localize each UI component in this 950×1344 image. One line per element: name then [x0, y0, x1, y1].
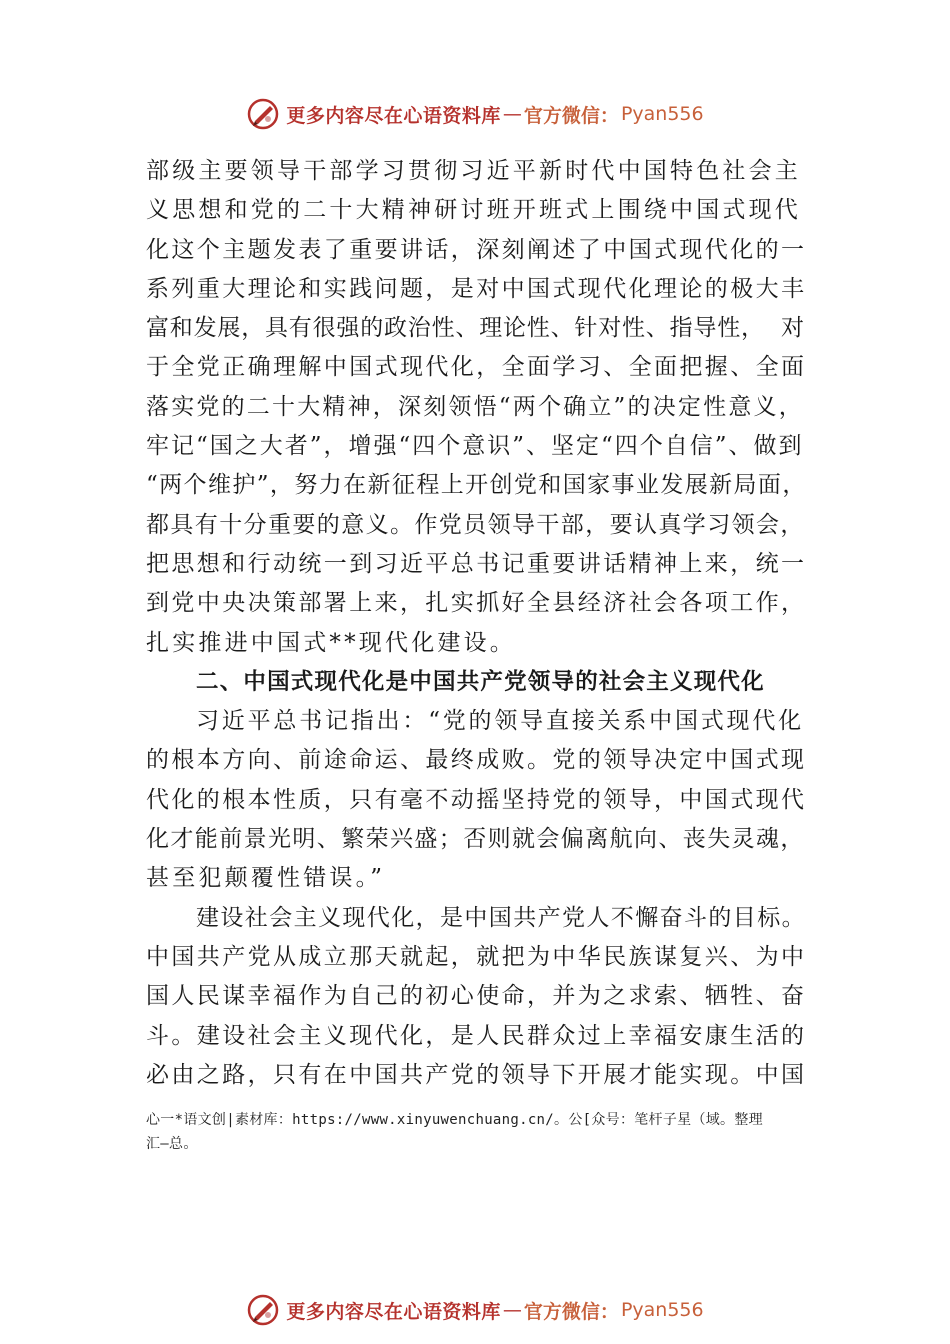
- quote-line: 习近平总书记指出：“党的领导直接关系中国式现代化: [196, 708, 804, 735]
- footnote: [146, 1108, 836, 1156]
- banner-main-text: 更多内容尽在心语资料库: [286, 1300, 501, 1323]
- text-line: 系列重大理论和实践问题，是对中国式现代化理论的极大丰: [146, 275, 807, 302]
- text-line: 牢记“国之大者”，增强“四个意识”、坚定“四个自信”、做到: [146, 433, 804, 460]
- text-line: 落实党的二十大精神，深刻领悟“两个确立”的决定性意义，: [146, 393, 804, 420]
- pen-seal-logo-icon: [246, 1293, 280, 1327]
- text-line: 化这个主题发表了重要讲话，深刻阐述了中国式现代化的一: [146, 236, 807, 263]
- pen-seal-logo-icon: [246, 97, 280, 131]
- banner-wechat-id: Pyan556: [620, 103, 704, 125]
- footnote-line: 汇—总。: [146, 1136, 198, 1152]
- quote-line: 甚至犯颠覆性错误。”: [146, 865, 386, 892]
- text-line: “两个维护”，努力在新征程上开创党和国家事业发展新局面，: [146, 472, 807, 499]
- text-line: 于全党正确理解中国式现代化，全面学习、全面把握、全面: [146, 354, 807, 381]
- text-line: 扎实推进中国式**现代化建设。: [146, 629, 516, 656]
- text-line: 都具有十分重要的意义。作党员领导干部，要认真学习领会，: [146, 511, 805, 538]
- banner-wechat-id: Pyan556: [620, 1299, 704, 1321]
- quote-line: 化才能前景光明、繁荣兴盛；否则就会偏离航向、丧失灵魂，: [146, 826, 805, 853]
- paragraph-line: 国人民谋幸福作为自己的初心使命，并为之求索、牺牲、奋: [146, 983, 807, 1010]
- paragraph-line: 必由之路，只有在中国共产党的领导下开展才能实现。中国: [146, 1061, 807, 1088]
- text-line: 把思想和行动统一到习近平总书记重要讲话精神上来，统一: [146, 550, 807, 577]
- banner-separator: —: [502, 103, 522, 125]
- section-heading: 二、中国式现代化是中国共产党领导的社会主义现代化: [196, 668, 765, 695]
- paragraph-line: 中国共产党从成立那天就起，就把为中华民族谋复兴、为中: [146, 943, 807, 970]
- banner-wechat-label: 官方微信：: [523, 104, 619, 127]
- banner-main-text: 更多内容尽在心语资料库: [286, 104, 501, 127]
- paragraph-line: 斗。建设社会主义现代化，是人民群众过上幸福安康生活的: [146, 1022, 807, 1049]
- paragraph-line: 建设社会主义现代化，是中国共产党人不懈奋斗的目标。: [196, 904, 806, 931]
- banner-separator: —: [502, 1299, 522, 1321]
- footer-banner: [0, 1290, 950, 1330]
- banner-wechat-label: 官方微信：: [523, 1300, 619, 1323]
- quote-line: 的根本方向、前途命运、最终成败。党的领导决定中国式现: [146, 747, 807, 774]
- text-line: 部级主要领导干部学习贯彻习近平新时代中国特色社会主: [146, 158, 801, 184]
- header-banner: [0, 94, 950, 134]
- text-line: 到党中央决策部署上来，扎实抓好全县经济社会各项工作，: [146, 590, 807, 617]
- text-line: 富和发展，具有很强的政治性、理论性、针对性、指导性， 对: [146, 315, 805, 342]
- footnote-line: 心一*语文创|素材库：https://www.xinyuwenchuang.cn/。公[众号：笔杆子星（域。整理: [146, 1112, 763, 1128]
- text-line: 义思想和党的二十大精神研讨班开班式上围绕中国式现代: [146, 197, 801, 224]
- quote-line: 代化的根本性质，只有毫不动摇坚持党的领导，中国式现代: [146, 786, 807, 813]
- document-body: [146, 152, 806, 1095]
